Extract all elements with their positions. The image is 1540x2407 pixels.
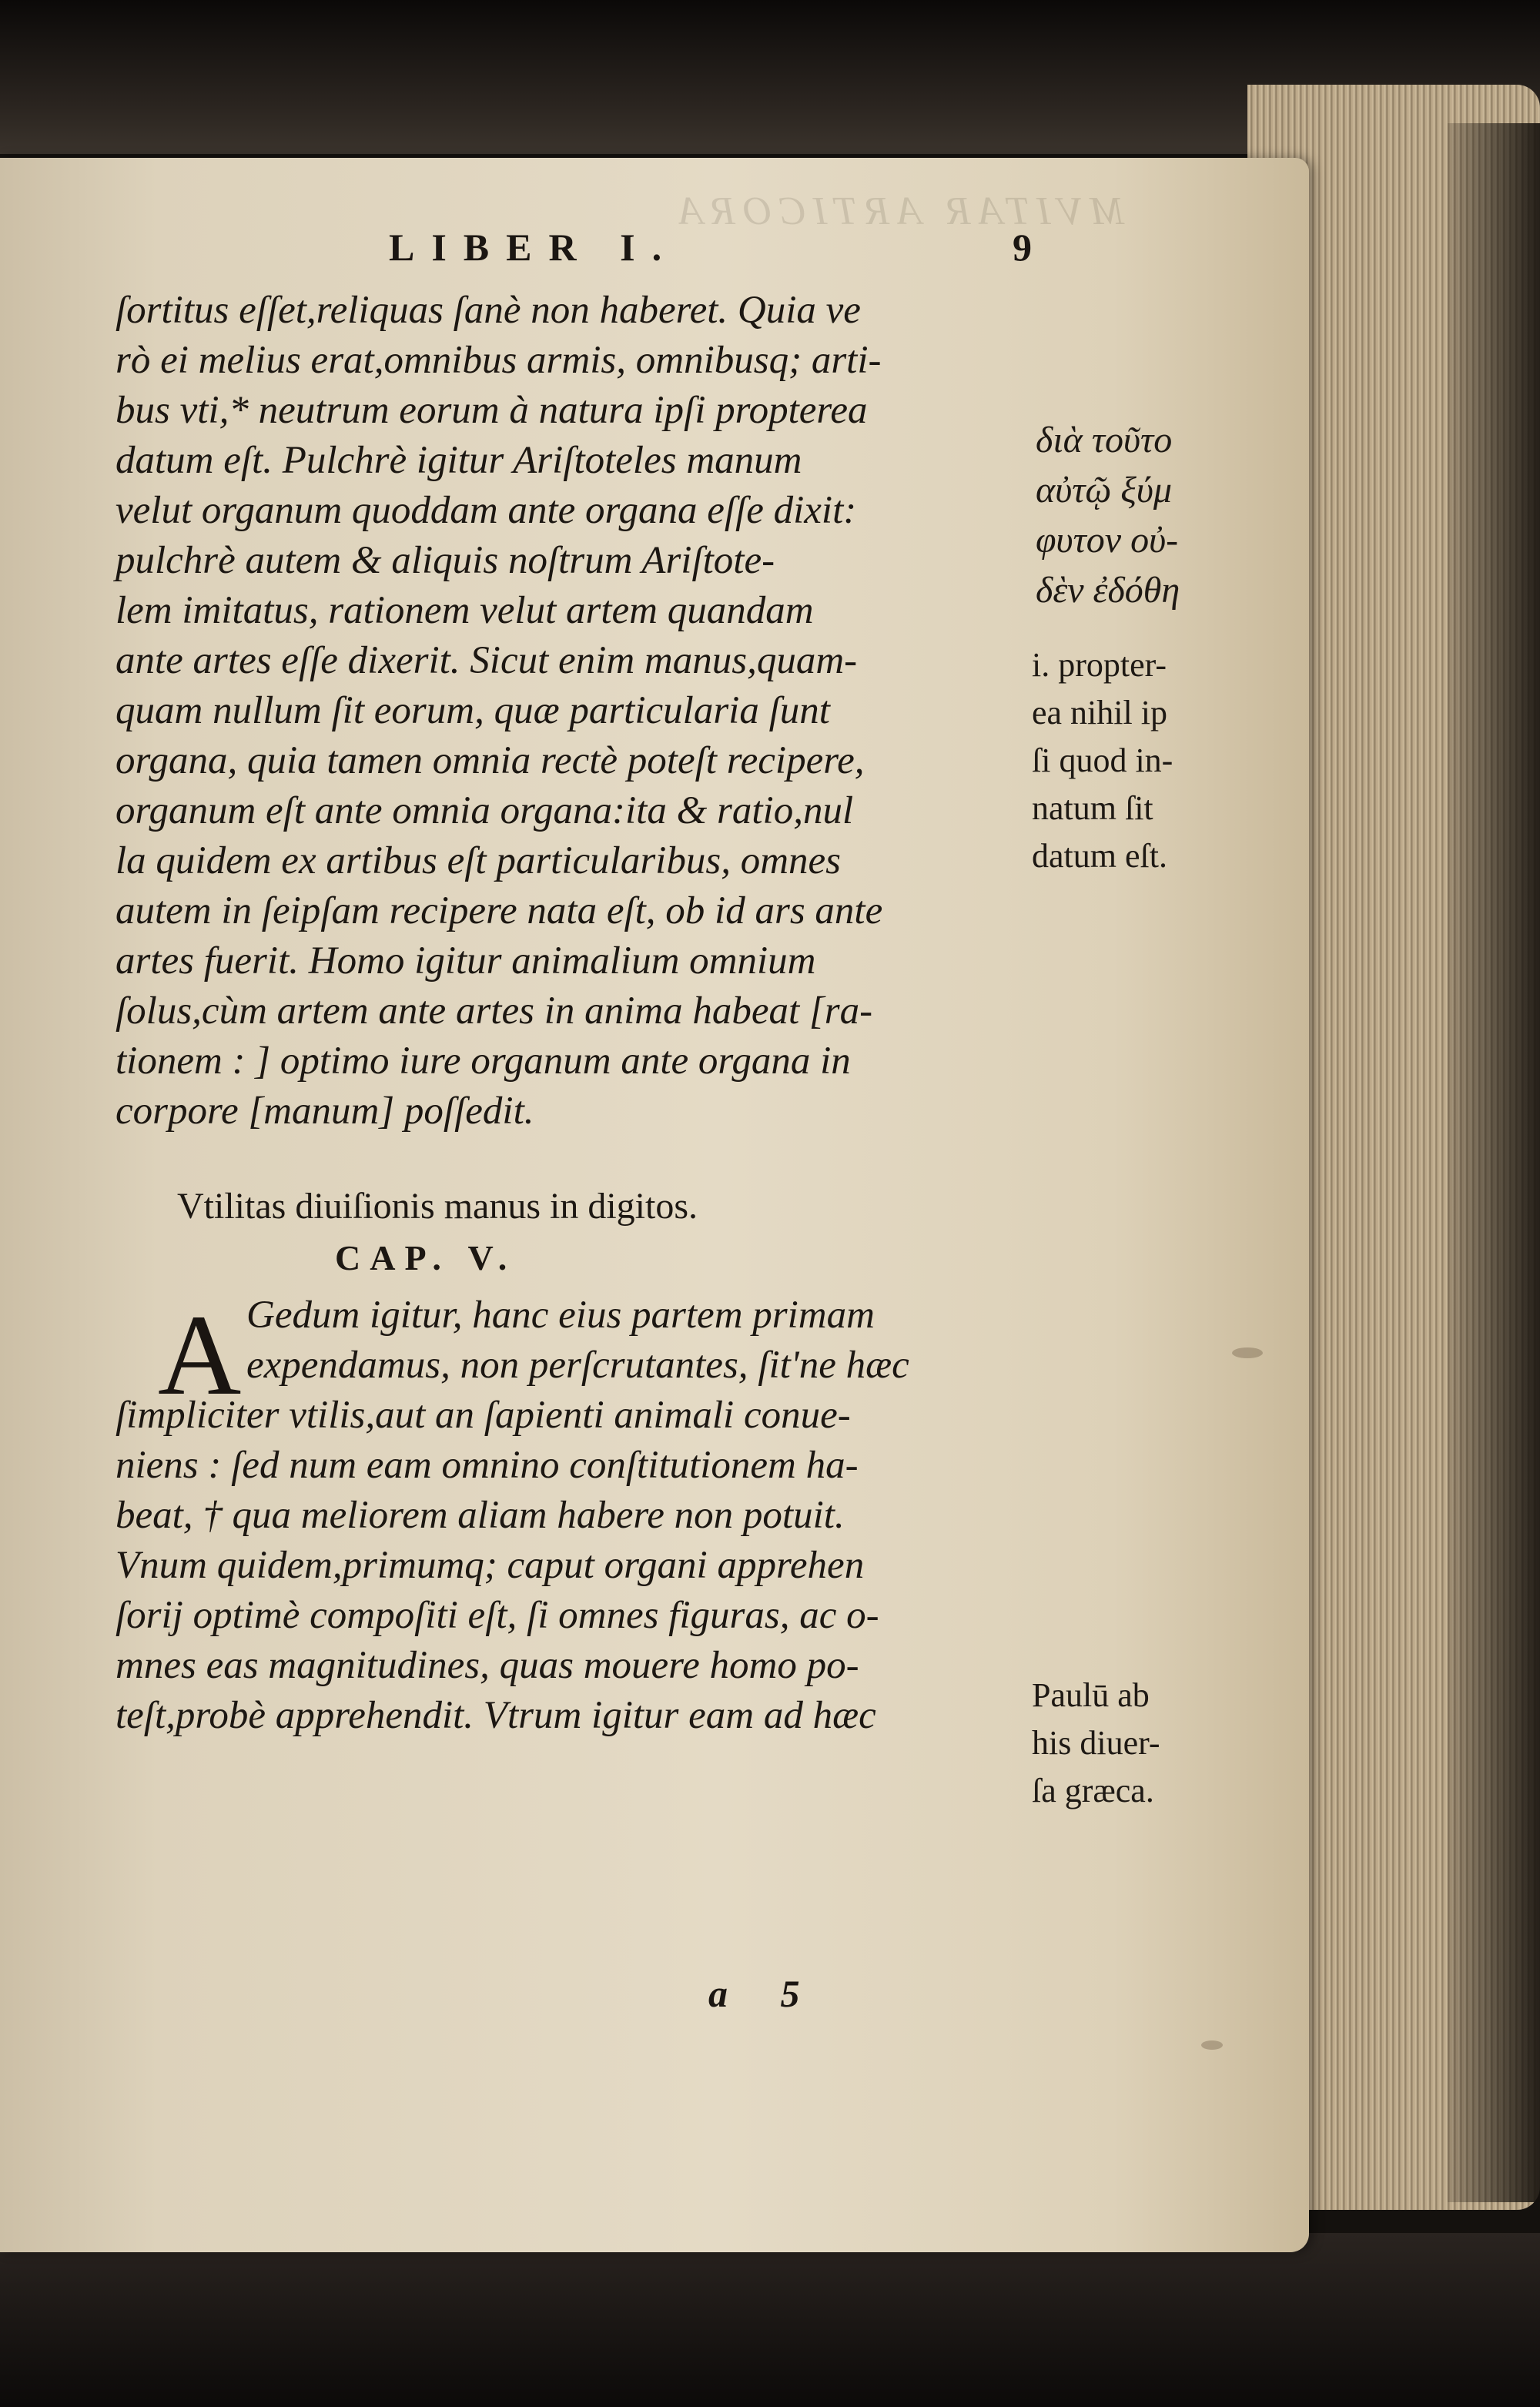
main-text-block <box>116 291 1040 1746</box>
signature-mark: a 5 <box>708 1972 822 2015</box>
margin-latin-note <box>1032 648 1173 887</box>
text-line: artes fuerit. Homo igitur animalium omnium <box>116 939 816 983</box>
greek-line: φυτον οὐ- <box>1036 520 1179 561</box>
text-line: corpore [manum] poſſedit. <box>116 1090 534 1133</box>
drop-cap: A <box>158 1291 242 1419</box>
text-line: ſortitus eſſet,reliquas ſanè non haberet. Quia ve <box>116 289 861 332</box>
margin-line: ea nihil ip <box>1032 694 1167 731</box>
margin-line: i. propter- <box>1032 646 1167 684</box>
text-line: ſolus,cùm artem ante artes in anima habeat [ra- <box>116 989 873 1033</box>
text-line: ante artes eſſe dixerit. Sicut enim manus,quam- <box>116 639 858 682</box>
text-line: autem in ſeipſam recipere nata eſt, ob id ars ante <box>116 889 883 932</box>
text-line: niens : ſed num eam omnino conſtitutionem ha- <box>116 1444 859 1487</box>
text-line: velut organum quoddam ante organa eſſe dixit: <box>116 489 857 532</box>
margin-greek-note <box>1036 422 1180 622</box>
margin-line: datum eſt. <box>1032 837 1167 875</box>
running-head <box>389 225 1082 279</box>
text-line: rò ei melius erat,omnibus armis, omnibusq; arti- <box>116 339 882 382</box>
book-bottom-edge <box>0 2233 1540 2407</box>
text-line: organum eſt ante omnia organa:ita & ratio,nul <box>116 789 854 832</box>
text-line: Gedum igitur, hanc eius partem primam <box>246 1294 875 1337</box>
text-line: teſt,probè apprehendit. Vtrum igitur eam ad hæc <box>116 1694 876 1737</box>
margin-line: his diuer- <box>1032 1724 1160 1762</box>
greek-line: αὐτῷ ξύμ <box>1036 470 1172 511</box>
chapter-label: CAP. V. <box>335 1238 517 1277</box>
text-line: pulchrè autem & aliquis noſtrum Ariſtote- <box>116 539 775 582</box>
text-line: mnes eas magnitudines, quas mouere homo po- <box>116 1644 859 1687</box>
greek-line: δὲν ἐδόθη <box>1036 570 1180 611</box>
text-line: la quidem ex artibus eſt particularibus, omnes <box>116 839 842 882</box>
page-number: 9 <box>1013 226 1032 269</box>
chapter-heading: Vtilitas diuiſionis manus in digitos. <box>177 1186 698 1227</box>
ink-smudge <box>1232 1347 1263 1358</box>
text-line: expendamus, non perſcrutantes, ſit'ne hæc <box>246 1344 909 1387</box>
margin-line: ſa græca. <box>1032 1772 1154 1809</box>
bleed-through-text: MVITAR ARTICORA <box>671 189 1124 233</box>
text-line: beat, † qua meliorem aliam habere non potuit. <box>116 1494 845 1537</box>
text-line: organa, quia tamen omnia rectè poteſt recipere, <box>116 739 865 782</box>
page-block-shadow <box>1448 123 1540 2202</box>
margin-line: natum ſit <box>1032 789 1153 827</box>
text-line: bus vti,* neutrum eorum à natura ipſi propterea <box>116 389 868 432</box>
margin-line: ſi quod in- <box>1032 742 1173 779</box>
margin-line: Paulū ab <box>1032 1676 1150 1714</box>
greek-line: διὰ τοῦτο <box>1036 420 1173 460</box>
margin-paulu-note <box>1032 1676 1160 1822</box>
ink-smudge <box>1201 2040 1223 2050</box>
text-line: tionem : ] optimo iure organum ante organa in <box>116 1039 851 1083</box>
text-line: datum eſt. Pulchrè igitur Ariſtoteles manum <box>116 439 802 482</box>
text-line: ſorij optimè compoſiti eſt, ſi omnes figuras, ac o- <box>116 1594 879 1637</box>
running-head-title: LIBER I. <box>389 226 679 269</box>
text-line: lem imitatus, rationem velut artem quandam <box>116 589 814 632</box>
text-line: quam nullum ſit eorum, quæ particularia ſunt <box>116 689 830 732</box>
text-line: Vnum quidem,primumq; caput organi apprehen <box>116 1544 865 1587</box>
text-line: ſimpliciter vtilis,aut an ſapienti animali conue- <box>116 1394 851 1437</box>
